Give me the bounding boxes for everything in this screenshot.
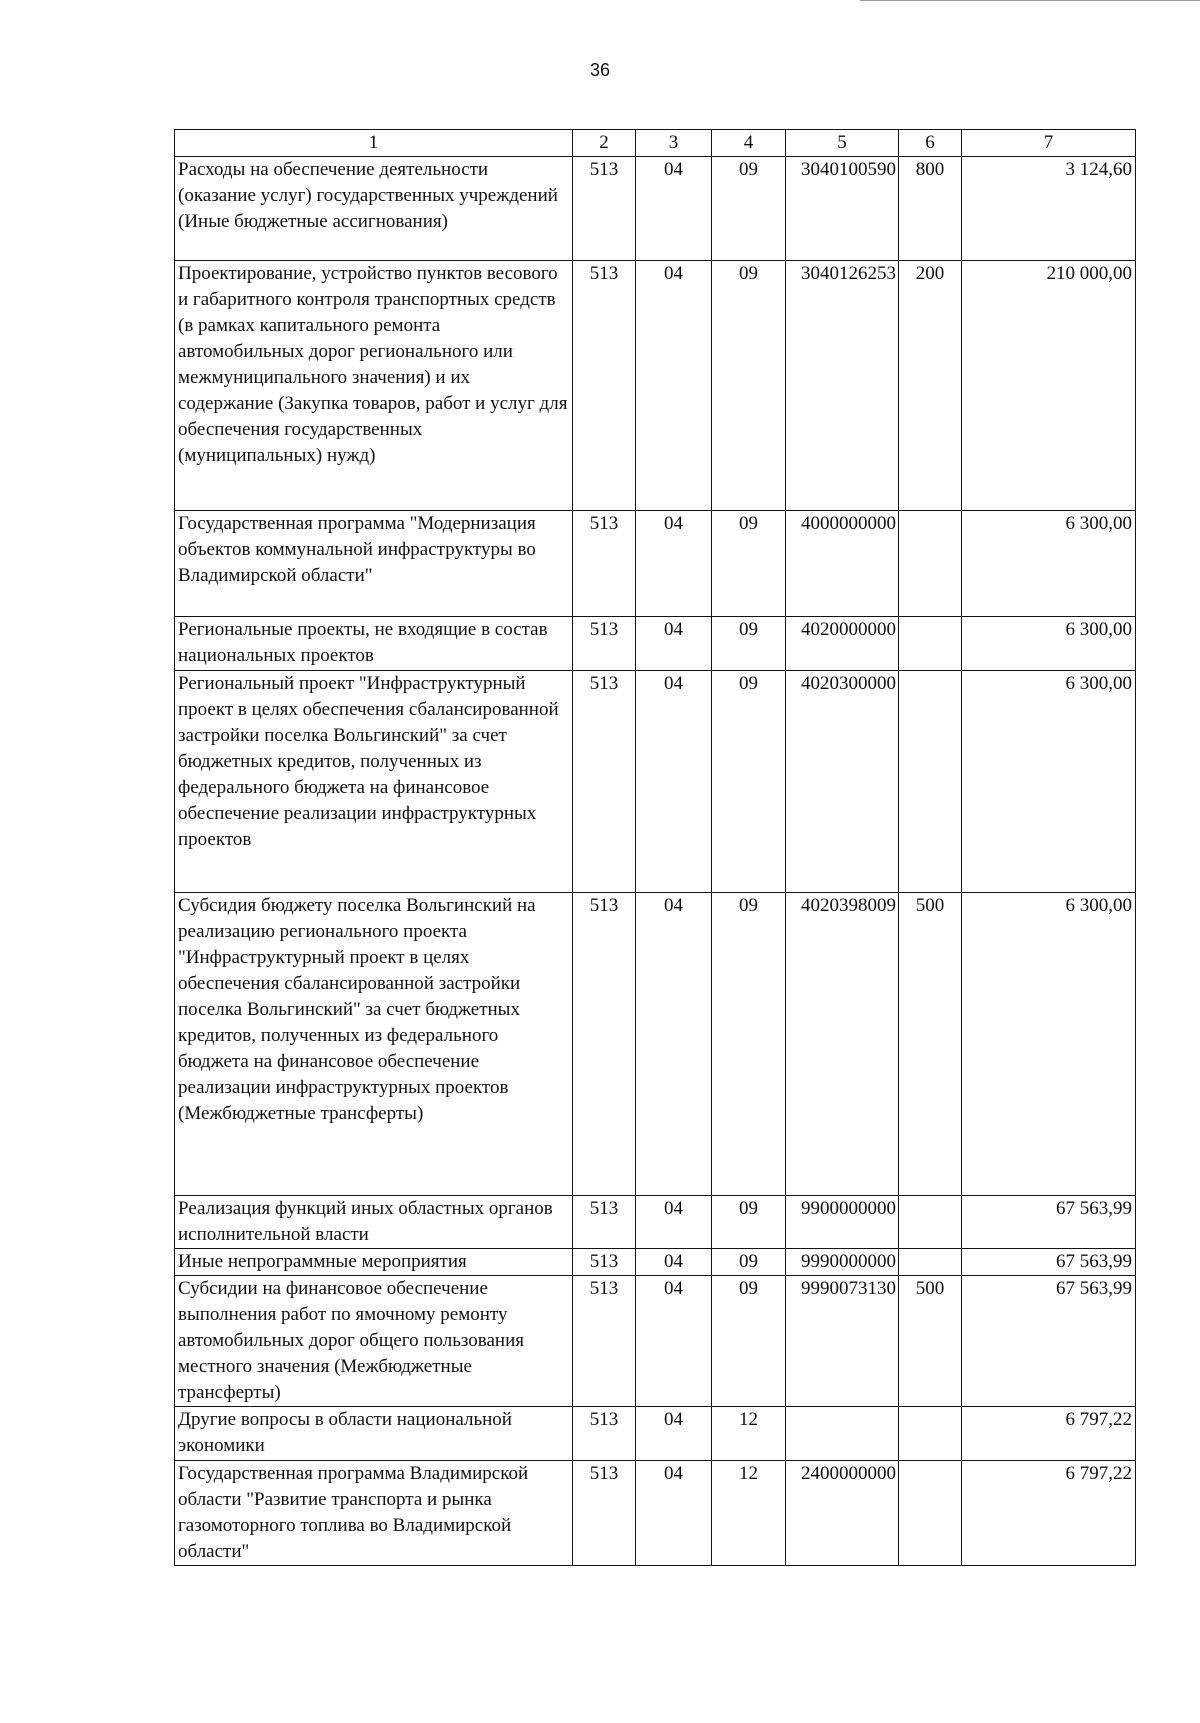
header-cell: 1 bbox=[175, 130, 573, 157]
row-pr: 09 bbox=[712, 1276, 786, 1407]
table-row bbox=[175, 1196, 1136, 1249]
row-name: Другие вопросы в области национальной экономики bbox=[175, 1407, 573, 1461]
row-sum: 67 563,99 bbox=[962, 1276, 1136, 1407]
row-csr: 4020300000 bbox=[786, 671, 899, 893]
row-name: Проектирование, устройство пунктов весового и габаритного контроля транспортных средств (в рамках капитального ремонта автомобильных дорог регионального или межмуниципального значения) и их содержание (Закупка товаров, работ и услуг для обеспечения государственных (муниципальных) нужд) bbox=[175, 261, 573, 511]
row-pr: 09 bbox=[712, 511, 786, 617]
row-csr: 4020000000 bbox=[786, 617, 899, 671]
row-csr: 4020398009 bbox=[786, 893, 899, 1196]
row-sum: 3 124,60 bbox=[962, 157, 1136, 261]
row-ved: 513 bbox=[573, 1276, 636, 1407]
row-vr bbox=[899, 1407, 962, 1461]
row-ved: 513 bbox=[573, 157, 636, 261]
row-rz: 04 bbox=[636, 671, 712, 893]
row-ved: 513 bbox=[573, 1249, 636, 1276]
table-row bbox=[175, 893, 1136, 1196]
row-csr: 9990000000 bbox=[786, 1249, 899, 1276]
row-vr bbox=[899, 511, 962, 617]
row-pr: 09 bbox=[712, 893, 786, 1196]
header-cell: 3 bbox=[636, 130, 712, 157]
row-csr: 2400000000 bbox=[786, 1461, 899, 1566]
table-row bbox=[175, 671, 1136, 893]
row-ved: 513 bbox=[573, 893, 636, 1196]
row-ved: 513 bbox=[573, 261, 636, 511]
row-ved: 513 bbox=[573, 511, 636, 617]
row-sum: 6 300,00 bbox=[962, 671, 1136, 893]
row-sum: 6 300,00 bbox=[962, 893, 1136, 1196]
row-vr bbox=[899, 1461, 962, 1566]
row-sum: 67 563,99 bbox=[962, 1196, 1136, 1249]
row-rz: 04 bbox=[636, 261, 712, 511]
row-ved: 513 bbox=[573, 617, 636, 671]
row-name: Реализация функций иных областных органов исполнительной власти bbox=[175, 1196, 573, 1249]
row-vr bbox=[899, 617, 962, 671]
row-name: Субсидии на финансовое обеспечение выполнения работ по ямочному ремонту автомобильных дорог общего пользования местного значения (Межбюджетные трансферты) bbox=[175, 1276, 573, 1407]
row-csr: 9900000000 bbox=[786, 1196, 899, 1249]
row-vr: 800 bbox=[899, 157, 962, 261]
row-rz: 04 bbox=[636, 1461, 712, 1566]
table-row bbox=[175, 1249, 1136, 1276]
row-name: Региональный проект "Инфраструктурный проект в целях обеспечения сбалансированной застройки поселка Вольгинский" за счет бюджетных кредитов, полученных из федерального бюджета на финансовое обеспечение реализации инфраструктурных проектов bbox=[175, 671, 573, 893]
table-row bbox=[175, 511, 1136, 617]
row-csr bbox=[786, 1407, 899, 1461]
row-pr: 12 bbox=[712, 1407, 786, 1461]
row-sum: 6 300,00 bbox=[962, 511, 1136, 617]
row-name: Расходы на обеспечение деятельности (оказание услуг) государственных учреждений (Иные бюджетные ассигнования) bbox=[175, 157, 573, 261]
row-sum: 6 797,22 bbox=[962, 1461, 1136, 1566]
row-ved: 513 bbox=[573, 1196, 636, 1249]
table-row bbox=[175, 1461, 1136, 1566]
row-pr: 09 bbox=[712, 261, 786, 511]
row-csr: 3040126253 bbox=[786, 261, 899, 511]
table-row bbox=[175, 617, 1136, 671]
row-name: Иные непрограммные мероприятия bbox=[175, 1249, 573, 1276]
row-rz: 04 bbox=[636, 1407, 712, 1461]
row-name: Государственная программа Владимирской области "Развитие транспорта и рынка газомоторного топлива во Владимирской области" bbox=[175, 1461, 573, 1566]
table-row bbox=[175, 1276, 1136, 1407]
row-name: Государственная программа "Модернизация объектов коммунальной инфраструктуры во Владимирской области" bbox=[175, 511, 573, 617]
row-rz: 04 bbox=[636, 511, 712, 617]
row-name: Региональные проекты, не входящие в состав национальных проектов bbox=[175, 617, 573, 671]
row-ved: 513 bbox=[573, 671, 636, 893]
row-sum: 67 563,99 bbox=[962, 1249, 1136, 1276]
page-number: 36 bbox=[589, 60, 611, 80]
row-vr bbox=[899, 1196, 962, 1249]
table-row bbox=[175, 261, 1136, 511]
budget-table bbox=[174, 129, 1136, 1566]
row-vr: 200 bbox=[899, 261, 962, 511]
row-csr: 4000000000 bbox=[786, 511, 899, 617]
row-vr bbox=[899, 1249, 962, 1276]
row-vr: 500 bbox=[899, 893, 962, 1196]
row-pr: 12 bbox=[712, 1461, 786, 1566]
row-sum: 6 797,22 bbox=[962, 1407, 1136, 1461]
row-rz: 04 bbox=[636, 157, 712, 261]
row-ved: 513 bbox=[573, 1461, 636, 1566]
row-csr: 3040100590 bbox=[786, 157, 899, 261]
row-pr: 09 bbox=[712, 617, 786, 671]
row-rz: 04 bbox=[636, 1276, 712, 1407]
row-pr: 09 bbox=[712, 1196, 786, 1249]
header-cell: 5 bbox=[786, 130, 899, 157]
row-rz: 04 bbox=[636, 617, 712, 671]
row-vr: 500 bbox=[899, 1276, 962, 1407]
row-name: Субсидия бюджету поселка Вольгинский на реализацию регионального проекта "Инфраструктурный проект в целях обеспечения сбалансированной застройки поселка Вольгинский" за счет бюджетных кредитов, полученных из федерального бюджета на финансовое обеспечение реализации инфраструктурных проектов (Межбюджетные трансферты) bbox=[175, 893, 573, 1196]
table-row bbox=[175, 1407, 1136, 1461]
header-cell: 6 bbox=[899, 130, 962, 157]
row-pr: 09 bbox=[712, 157, 786, 261]
row-vr bbox=[899, 671, 962, 893]
scan-edge-line bbox=[860, 0, 1200, 1]
table-row bbox=[175, 157, 1136, 261]
row-pr: 09 bbox=[712, 1249, 786, 1276]
header-row bbox=[175, 130, 1136, 157]
row-sum: 210 000,00 bbox=[962, 261, 1136, 511]
row-csr: 9990073130 bbox=[786, 1276, 899, 1407]
row-pr: 09 bbox=[712, 671, 786, 893]
header-cell: 4 bbox=[712, 130, 786, 157]
row-rz: 04 bbox=[636, 1196, 712, 1249]
header-cell: 7 bbox=[962, 130, 1136, 157]
row-sum: 6 300,00 bbox=[962, 617, 1136, 671]
row-rz: 04 bbox=[636, 1249, 712, 1276]
row-ved: 513 bbox=[573, 1407, 636, 1461]
header-cell: 2 bbox=[573, 130, 636, 157]
row-rz: 04 bbox=[636, 893, 712, 1196]
